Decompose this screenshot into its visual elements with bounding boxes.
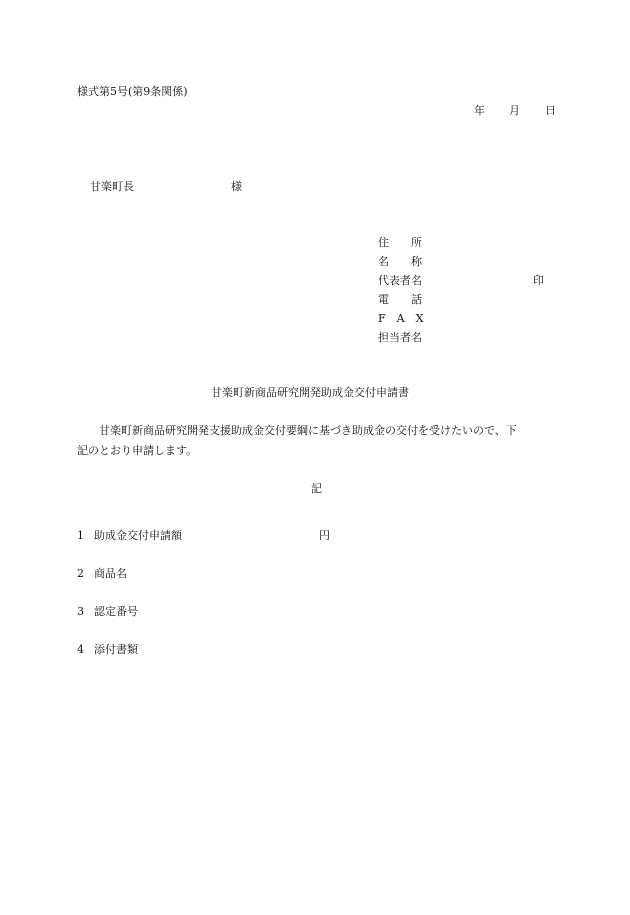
representative-label: 代表者名 bbox=[378, 274, 422, 287]
name-label: 名 称 bbox=[378, 255, 422, 268]
body-line-2: 記のとおり申請します。 bbox=[77, 444, 198, 457]
address-label: 住 所 bbox=[378, 236, 422, 249]
ki-heading: 記 bbox=[311, 482, 322, 495]
item-number: 3 bbox=[77, 605, 84, 618]
item-label: 商品名 bbox=[94, 567, 127, 580]
item-label: 認定番号 bbox=[94, 605, 138, 618]
addressee-name: 甘楽町長 bbox=[90, 180, 134, 193]
item-unit: 円 bbox=[319, 529, 330, 542]
date-year: 年 bbox=[474, 104, 485, 117]
seal-mark: 印 bbox=[533, 274, 544, 287]
fax-label: F A X bbox=[378, 312, 424, 325]
item-number: 4 bbox=[77, 643, 84, 656]
date-day: 日 bbox=[545, 104, 556, 117]
phone-label: 電 話 bbox=[378, 293, 422, 306]
date-month: 月 bbox=[509, 104, 520, 117]
item-number: 2 bbox=[77, 567, 84, 580]
item-number: 1 bbox=[77, 529, 84, 542]
form-number: 様式第5号(第9条関係) bbox=[77, 85, 188, 98]
document-title: 甘楽町新商品研究開発助成金交付申請書 bbox=[211, 386, 409, 399]
contact-label: 担当者名 bbox=[378, 331, 422, 344]
addressee-honorific: 様 bbox=[231, 180, 242, 193]
body-line-1: 甘楽町新商品研究開発支援助成金交付要綱に基づき助成金の交付を受けたいので、下 bbox=[99, 424, 517, 437]
item-label: 添付書類 bbox=[94, 643, 138, 656]
item-label: 助成金交付申請額 bbox=[94, 529, 182, 542]
